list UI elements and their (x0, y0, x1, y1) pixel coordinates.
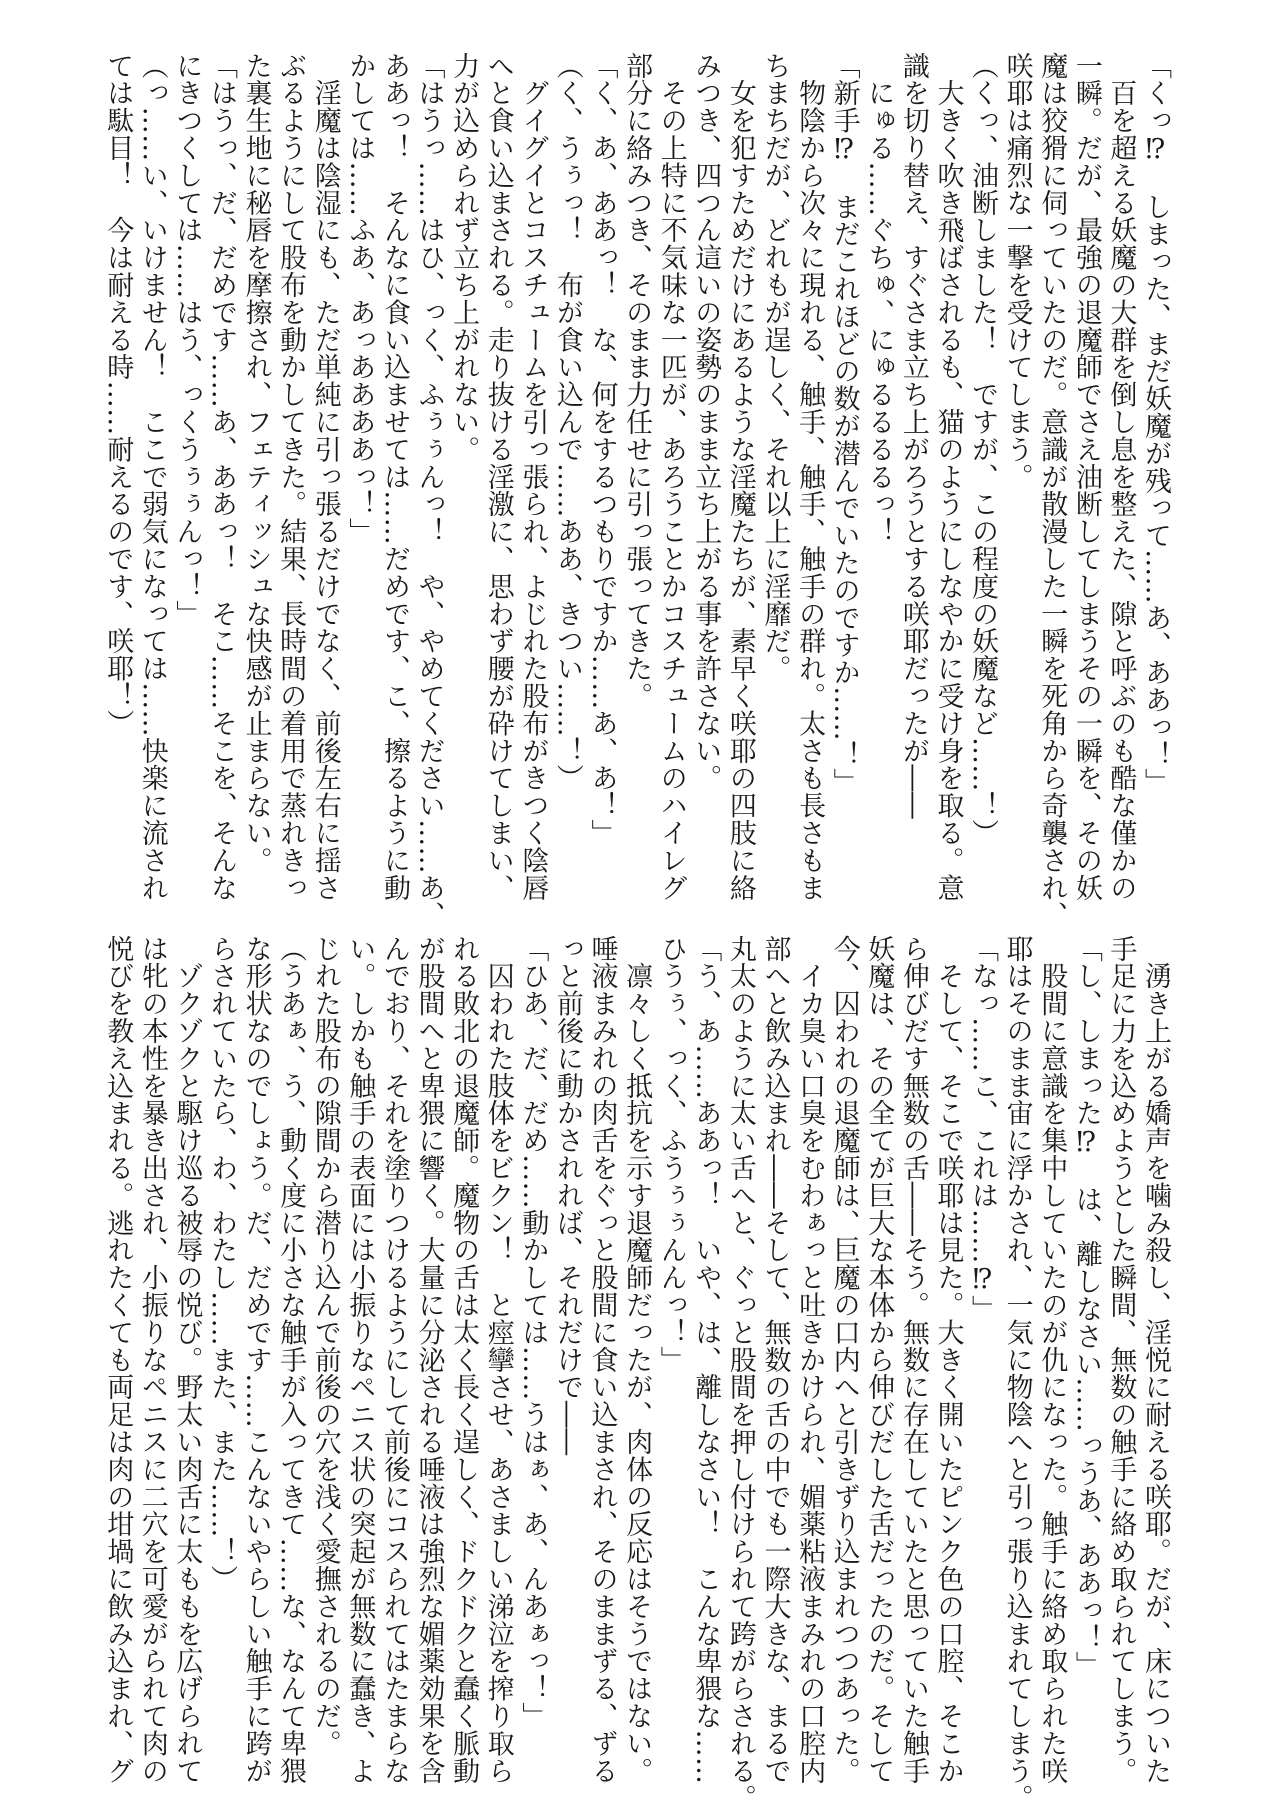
text-column: ぶるようにして股布を動かしてきた。結果、長時間の着用で蒸れきっ (275, 52, 307, 902)
text-column: 魔は狡猾に伺っていたのだ。意識が散漫した一瞬を死角から奇襲され、 (1036, 52, 1068, 929)
text-column: い。しかも触手の表面には小振りなペニス状の突起が無数に蠢き、よ (344, 935, 376, 1785)
text-column: グイグイとコスチュームを引っ張られ、よじれた股布がきつく陰唇 (517, 52, 549, 902)
text-column: 悦びを教え込まれる。逃れたくても両足は肉の坩堝に飲み込まれ、グ (102, 935, 134, 1785)
text-column: 部分に絡みつき、そのまま力任せに引っ張ってきた。 (621, 52, 653, 710)
text-column: っと前後に動かされれば、それだけで―― (551, 935, 583, 1456)
text-column: ゾクゾクと駆け巡る被辱の悦び。野太い肉舌に太ももを広げられて (171, 935, 203, 1785)
text-column: 「はうっ、だ、だめです……あ、ああっ！ そこ……そこを、そんな (205, 52, 237, 902)
text-column: そして、そこで咲耶は見た。大きく開いたピンク色の口腔、そこか (932, 935, 964, 1785)
text-column: 「く、あ、ああっ！ な、何をするつもりですか……あ、あ！」 (586, 52, 618, 847)
text-column: 今、囚われの退魔師は、巨魔の口内へと引きずり込まれつつあった。 (828, 935, 860, 1785)
text-column: 囚われた肢体をビクン！ と痙攣させ、あさましい涕泣を搾り取ら (482, 935, 514, 1785)
text-column: じれた股布の隙間から潜り込んで前後の穴を浅く愛撫されるのだ。 (309, 935, 341, 1757)
text-column: 「し、しまった⁉ は、離しなさい……っうあ、ああっ！」 (1070, 935, 1102, 1679)
text-column: ら伸びだす無数の舌――そう。無数に存在していたと思っていた触手 (897, 935, 929, 1785)
text-column: 一瞬。だが、最強の退魔師でさえ油断してしまうその一瞬を、その妖 (1070, 52, 1102, 902)
text-column: （っ……い、いけません！ ここで弱気になっては……快楽に流され (136, 52, 168, 902)
text-column: 股間に意識を集中していたのが仇になった。触手に絡め取られた咲 (1036, 935, 1068, 1785)
text-column: 「新手⁉ まだこれほどの数が潜んでいたのですか……！」 (828, 52, 860, 796)
text-column: かしては……ふあ、あっああああっ！」 (344, 52, 376, 546)
text-column: 「ひあ、だ、だめ……動かしては……うはぁ、あ、んあぁっ！」 (517, 935, 549, 1730)
text-column: 丸太のように太い舌へと、ぐっと股間を押し付けられて跨がらされる。 (724, 935, 756, 1812)
text-column: 咲耶は痛烈な一撃を受けてしまう。 (1001, 52, 1033, 491)
text-column: た裏生地に秘唇を摩擦され、フェティッシュな快感が止まらない。 (240, 52, 272, 874)
text-column: ては駄目！ 今は耐える時……耐えるのです、咲耶！） (102, 52, 134, 737)
text-column: 「くっ⁉ しまった、まだ妖魔が残って……あ、ああっ！」 (1140, 52, 1171, 796)
text-column: ちまちだが、どれもが逞しく、それ以上に淫靡だ。 (759, 52, 791, 683)
text-column: 「はうっ……はひ、っく、ふぅぅんっ！ や、やめてください……あ、 (413, 52, 445, 929)
text-column: へと食い込まされる。走り抜ける淫激に、思わず腰が砕けてしまい、 (482, 52, 514, 902)
text-column: 唾液まみれの肉舌をぐっと股間に食い込まされ、そのままずる、ずる (586, 935, 618, 1785)
text-column: （く、うぅっ！ 布が食い込んで……ああ、きつい……！） (551, 52, 583, 792)
text-column: 妖魔は、その全てが巨大な本体から伸びだした舌だったのだ。そして (863, 935, 895, 1785)
text-column: ひうぅ、っく、ふうぅぅんんっ！」 (655, 935, 687, 1374)
text-column: 力が込められず立ち上がれない。 (448, 52, 480, 463)
text-column: 凛々しく抵抗を示す退魔師だったが、肉体の反応はそうではない。 (621, 935, 653, 1785)
text-column: 湧き上がる嬌声を噛み殺し、淫悦に耐える咲耶。だが、床についた (1140, 935, 1171, 1785)
text-column: にゅる……ぐちゅ、にゅるるるるっ！ (863, 52, 895, 546)
text-column: 物陰から次々に現れる、触手、触手、触手の群れ。太さも長さもま (794, 52, 826, 902)
text-column: は牝の本性を暴き出され、小振りなペニスに二穴を可愛がられて肉の (136, 935, 168, 1785)
text-column: その上特に不気味な一匹が、あろうことかコスチュームのハイレグ (655, 52, 687, 902)
text-column: 淫魔は陰湿にも、ただ単純に引っ張るだけでなく、前後左右に揺さ (309, 52, 341, 902)
text-column: れる敗北の退魔師。魔物の舌は太く長く逞しく、ドクドクと蠢く脈動 (448, 935, 480, 1785)
text-column: 手足に力を込めようとした瞬間、無数の触手に絡め取られてしまう。 (1105, 935, 1137, 1785)
text-column: な形状なのでしょう。だ、だめです……こんないやらしい触手に跨が (240, 935, 272, 1785)
text-column: イカ臭い口臭をむわぁっと吐きかけられ、媚薬粘液まみれの口腔内 (794, 935, 826, 1785)
text-column: （くっ、油断しました！ ですが、この程度の妖魔など……！） (967, 52, 999, 847)
text-column: 「う、あ……ああっ！ いや、は、離しなさい！ こんな卑猥な…… (690, 935, 722, 1785)
text-column: 耶はそのまま宙に浮かされ、一気に物陰へと引っ張り込まれてしまう。 (1001, 935, 1033, 1812)
text-column: 識を切り替え、すぐさま立ち上がろうとする咲耶だったが―― (897, 52, 929, 820)
text-column: （うあぁ、う、動く度に小さな触手が入ってきて……な、なんて卑猥 (275, 935, 307, 1785)
text-column: 「なっ……こ、これは……⁉」 (967, 935, 999, 1323)
text-column: んでおり、それを塗りつけるようにして前後にコスられてはたまらな (378, 935, 410, 1785)
text-column: 大きく吹き飛ばされるも、猫のようにしなやかに受け身を取る。意 (932, 52, 964, 902)
bottom-text-block (100, 935, 1172, 1812)
text-column: 百を超える妖魔の大群を倒し息を整えた、隙と呼ぶのも酷な僅かの (1105, 52, 1137, 902)
text-column: が股間へと卑猥に響く。大量に分泌される唾液は強烈な媚薬効果を含 (413, 935, 445, 1785)
text-column: にきつくしては……はう、っくうぅぅんっ！」 (171, 52, 203, 628)
text-column: ああっ！ そんなに食い込ませては……だめです、こ、擦るように動 (378, 52, 410, 902)
text-column: みつき、四つん這いの姿勢のまま立ち上がる事を許さない。 (690, 52, 722, 792)
text-column: らされていたら、わ、わたし……また、また……！） (205, 935, 237, 1593)
text-column: 部へと飲み込まれ――そして、無数の舌の中でも一際大きな、まるで (759, 935, 791, 1785)
text-column: 女を犯すためだけにあるような淫魔たちが、素早く咲耶の四肢に絡 (724, 52, 756, 902)
top-text-block (100, 52, 1172, 929)
